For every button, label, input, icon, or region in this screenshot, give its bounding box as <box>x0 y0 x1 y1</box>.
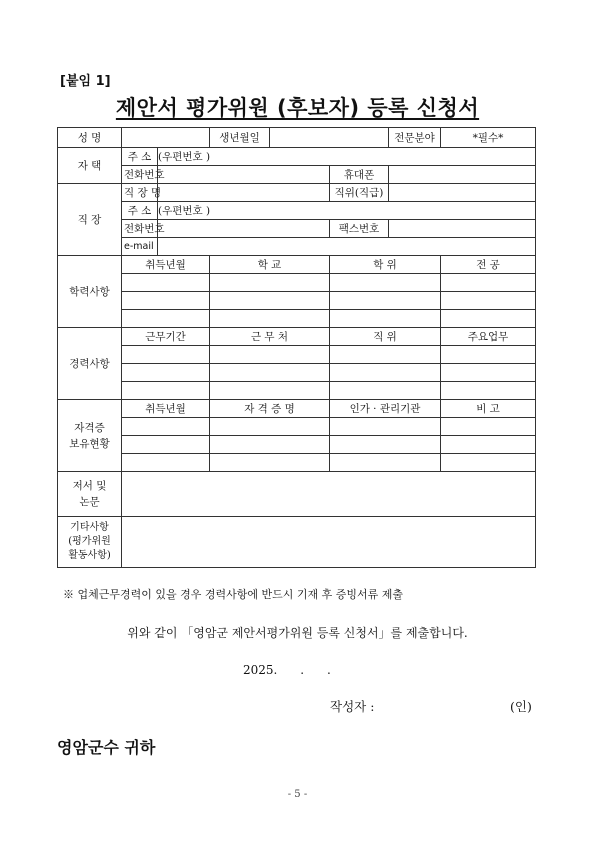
work-email-field[interactable] <box>158 238 536 256</box>
education-cell[interactable] <box>122 310 210 328</box>
other-label-line2: (평가위원 <box>68 536 111 547</box>
work-phone-row <box>58 220 536 238</box>
birth-label: 생년월일 <box>210 128 270 148</box>
work-fax-label: 팩스번호 <box>330 220 389 238</box>
education-entry-row <box>58 274 536 292</box>
certificates-entry-row <box>58 418 536 436</box>
certificates-entry-row <box>58 454 536 472</box>
registration-form-table <box>57 127 536 568</box>
certificates-cell[interactable] <box>122 418 210 436</box>
career-cell[interactable] <box>122 382 210 400</box>
publications-label <box>58 472 122 517</box>
career-entry-row <box>58 346 536 364</box>
home-phone-row <box>58 166 536 184</box>
career-col-period: 근무기간 <box>122 328 210 346</box>
career-cell[interactable] <box>210 382 330 400</box>
certificates-cell[interactable] <box>330 436 441 454</box>
work-phone-label: 전화번호 <box>122 220 158 238</box>
career-col-position: 직 위 <box>330 328 441 346</box>
work-company-field[interactable] <box>158 184 330 202</box>
career-cell[interactable] <box>441 382 536 400</box>
certificates-cell[interactable] <box>210 454 330 472</box>
certificates-label <box>58 400 122 472</box>
certificates-cell[interactable] <box>122 436 210 454</box>
education-col-date: 취득년월 <box>122 256 210 274</box>
certificates-cell[interactable] <box>330 454 441 472</box>
work-address-row <box>58 202 536 220</box>
addressee: 영암군수 귀하 <box>57 738 156 757</box>
submission-statement: 위와 같이 「영암군 제안서평가위원 등록 신청서」를 제출합니다. <box>127 626 468 640</box>
career-cell[interactable] <box>441 364 536 382</box>
publications-row <box>58 472 536 517</box>
certificates-cell[interactable] <box>330 418 441 436</box>
education-col-degree: 학 위 <box>330 256 441 274</box>
certificates-label-line2: 보유현황 <box>69 437 110 450</box>
name-field[interactable] <box>122 128 210 148</box>
education-col-major: 전 공 <box>441 256 536 274</box>
attachment-label: [붙임 1] <box>60 74 111 89</box>
other-field[interactable] <box>122 517 536 568</box>
home-mobile-field[interactable] <box>389 166 536 184</box>
work-position-field[interactable] <box>389 184 536 202</box>
publications-label-line2: 논문 <box>79 496 100 508</box>
education-cell[interactable] <box>441 274 536 292</box>
career-col-duties: 주요업무 <box>441 328 536 346</box>
certificates-entry-row <box>58 436 536 454</box>
certificates-cell[interactable] <box>210 418 330 436</box>
education-cell[interactable] <box>122 274 210 292</box>
work-label: 직 장 <box>58 184 122 256</box>
education-cell[interactable] <box>330 292 441 310</box>
certificates-col-name: 자 격 증 명 <box>210 400 330 418</box>
other-row <box>58 517 536 568</box>
certificates-header-row <box>58 400 536 418</box>
work-fax-field[interactable] <box>389 220 536 238</box>
other-label <box>58 517 122 568</box>
certificates-cell[interactable] <box>441 454 536 472</box>
career-cell[interactable] <box>122 364 210 382</box>
work-email-label: e-mail <box>122 238 158 256</box>
career-cell[interactable] <box>330 382 441 400</box>
specialty-field[interactable] <box>441 128 536 148</box>
page-title: 제안서 평가위원 (후보자) 등록 신청서 <box>115 96 480 120</box>
education-cell[interactable] <box>330 274 441 292</box>
career-entry-row <box>58 382 536 400</box>
home-phone-label: 전화번호 <box>122 166 158 184</box>
education-header-row <box>58 256 536 274</box>
education-cell[interactable] <box>210 292 330 310</box>
education-col-school: 학 교 <box>210 256 330 274</box>
education-cell[interactable] <box>210 274 330 292</box>
home-address-label: 주 소 <box>122 148 158 166</box>
education-cell[interactable] <box>441 292 536 310</box>
specialty-label: 전문분야 <box>389 128 441 148</box>
certificates-cell[interactable] <box>122 454 210 472</box>
work-company-label: 직 장 명 <box>122 184 158 202</box>
evidence-notice: ※ 업체근무경력이 있을 경우 경력사항에 반드시 기재 후 증빙서류 제출 <box>63 588 403 601</box>
page-number: - 5 - <box>287 789 308 800</box>
work-company-row <box>58 184 536 202</box>
home-address-field[interactable]: (우편번호 ) <box>158 148 536 166</box>
author-label: 작성자 : <box>330 699 375 714</box>
certificates-cell[interactable] <box>441 418 536 436</box>
education-entry-row <box>58 292 536 310</box>
work-address-label: 주 소 <box>122 202 158 220</box>
career-col-workplace: 근 무 처 <box>210 328 330 346</box>
submission-date: 2025. . . <box>243 663 331 677</box>
career-cell[interactable] <box>210 364 330 382</box>
work-phone-field[interactable] <box>158 220 330 238</box>
career-label: 경력사항 <box>58 328 122 400</box>
name-label: 성 명 <box>58 128 122 148</box>
seal-label: (인) <box>510 699 532 714</box>
certificates-cell[interactable] <box>210 436 330 454</box>
career-cell[interactable] <box>210 346 330 364</box>
publications-label-line1: 저서 및 <box>72 480 107 492</box>
work-position-label: 직위(직급) <box>330 184 389 202</box>
career-cell[interactable] <box>330 346 441 364</box>
other-label-line3: 활동사항) <box>68 550 111 561</box>
education-cell[interactable] <box>210 310 330 328</box>
career-entry-row <box>58 364 536 382</box>
other-label-line1: 기타사항 <box>70 522 109 533</box>
birth-field[interactable] <box>270 128 389 148</box>
certificates-cell[interactable] <box>441 436 536 454</box>
required-note: *필수* <box>472 131 504 144</box>
work-email-row <box>58 238 536 256</box>
work-address-field[interactable]: (우편번호 ) <box>158 202 536 220</box>
career-header-row <box>58 328 536 346</box>
certificates-col-remarks: 비 고 <box>441 400 536 418</box>
education-cell[interactable] <box>122 292 210 310</box>
publications-field[interactable] <box>122 472 536 517</box>
certificates-label-line1: 자격증 <box>74 421 105 434</box>
education-cell[interactable] <box>441 310 536 328</box>
certificates-col-agency: 인가 · 관리기관 <box>330 400 441 418</box>
career-cell[interactable] <box>122 346 210 364</box>
education-cell[interactable] <box>330 310 441 328</box>
career-cell[interactable] <box>441 346 536 364</box>
name-row <box>58 128 536 148</box>
certificates-col-date: 취득년월 <box>122 400 210 418</box>
education-entry-row <box>58 310 536 328</box>
home-mobile-label: 휴대폰 <box>330 166 389 184</box>
home-phone-field[interactable] <box>158 166 330 184</box>
home-label: 자 택 <box>58 148 122 184</box>
career-cell[interactable] <box>330 364 441 382</box>
education-label: 학력사항 <box>58 256 122 328</box>
home-address-row <box>58 148 536 166</box>
